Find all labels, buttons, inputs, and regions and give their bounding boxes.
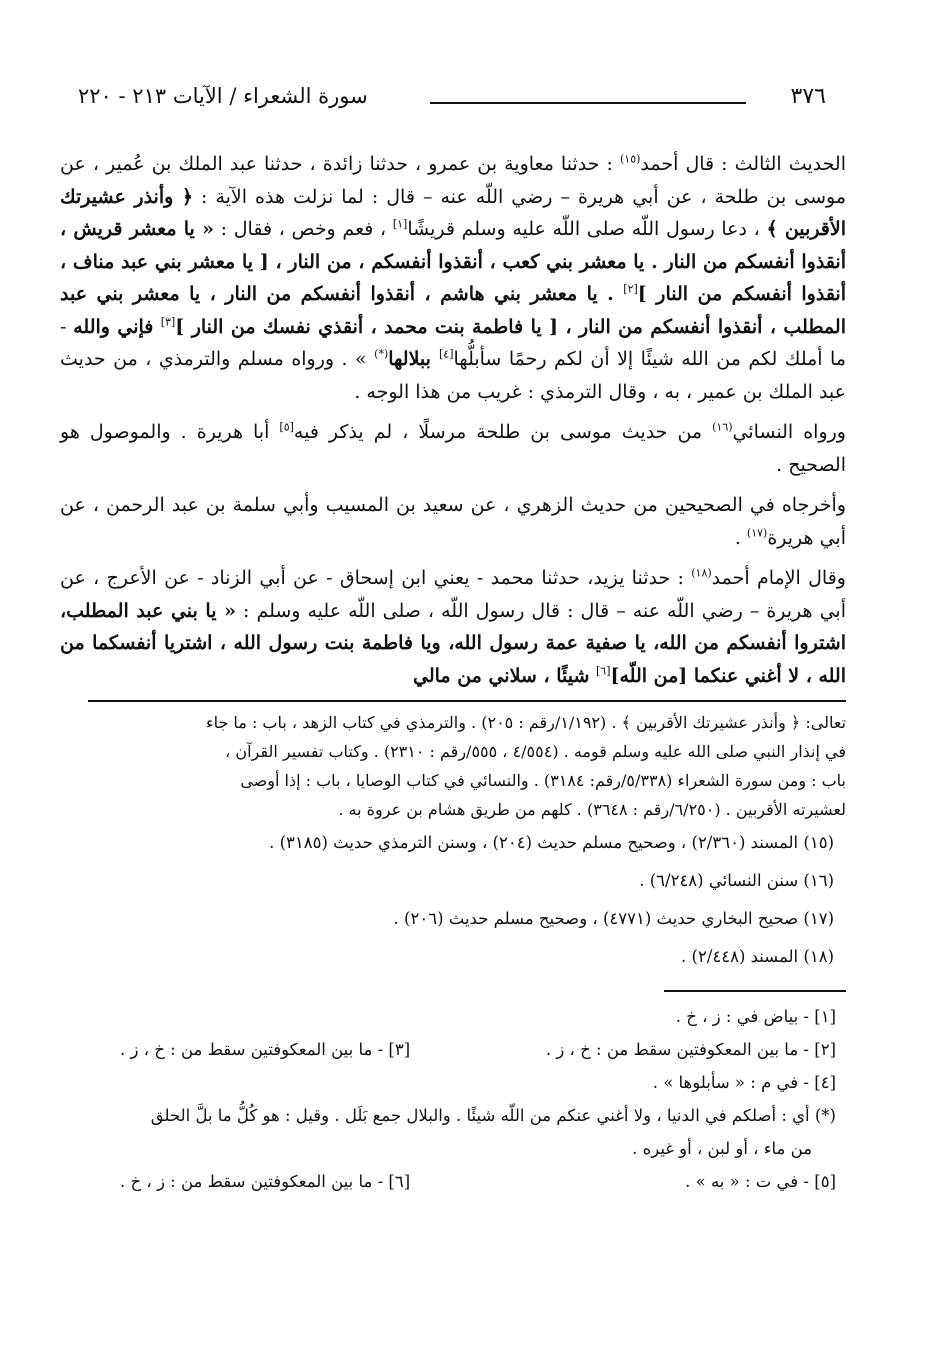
footnote-ref: (١٧) [746, 526, 768, 540]
variant-5: [٥] - في ت : « به » . [685, 1172, 836, 1191]
variant-ref: [٤] [439, 347, 454, 361]
hadith-quote: ببلالها [388, 348, 439, 370]
footnote-separator [88, 700, 846, 702]
quran-verse: ﴿ وأنذر عشيرتك الأقربين ﴾ [60, 185, 846, 240]
variant-1: [١] - بياض في : ز ، خ . [675, 1007, 836, 1026]
footnote-ref: (١٥) [619, 152, 641, 166]
paragraph-hadith-3: الحديث الثالث : قال أحمد$^{(١٥)}$ : حدثنا معاوية بن عمرو ، حدثنا زائدة ، حدثنا عبد الملك بن عُمير ، عن موسى بن طلحة ، عن أبي هريرة – رضي اللّه عنه – قال : لما نزلت هذه الآية : ﴿ وأنذر عشيرتك الأقربين ﴾ ، دعا رسول اللّه صلى اللّه عليه وسلم قريشًا[١] ، فعم وخص ، فقال : « يا معشر قريش ، أنقذوا أنفسكم من النار . يا معشر بني كعب ، أنقذوا أنفسكم ، من النار ، [ يا معشر بني عبد مناف ، أنقذوا أنفسكم من النار ][٢] . يا معشر بني هاشم ، أنقذوا أنفسكم من النار ، يا معشر بني عبد المطلب ، أنقذوا أنفسكم من النار ، [ يا فاطمة بنت محمد ، أنقذي نفسك من النار ][٣] فإني والله - ما أملك لكم من الله شيئًا إلا أن لكم رحمًا سأبلُّها[٤] ببلالها(*) » . ورواه مسلم والترمذي ، من حديث عبد الملك بن عمير ، به ، وقال الترمذي : غريب من هذا الوجه . [60, 152, 847, 403]
header-title: سورة الشعراء / الآيات ٢١٣ - ٢٢٠ [78, 84, 368, 108]
header-rule [430, 102, 746, 104]
variant-2: [٢] - ما بين المعكوفتين سقط من : خ ، ز . [545, 1040, 836, 1059]
paragraph-ahmad: وقال الإمام أحمد$^{(١٨)}$ : حدثنا يزيد، حدثنا محمد - يعني ابن إسحاق - عن أبي الزناد - عن الأعرج ، عن أبي هريرة – رضي اللّه عنه – قال : قال رسول اللّه ، صلى اللّه عليه وسلم : « يا بني عبد المطلب، اشتروا أنفسكم من الله، يا صفية عمة رسول الله، ويا فاطمة بنت رسول الله ، اشتريا أنفسكما من الله ، لا أغني عنكما [من اللّه][٦] شيئًا ، سلاني من مالي [60, 566, 846, 687]
variant-notes [60, 1000, 846, 1198]
hadith-quote: فإني والله [73, 315, 161, 338]
paragraph-nasai: ورواه النسائي$^{(١٦)}$ من حديث موسى بن طلحة مرسلًا ، لم يذكر فيه[٥] أبا هريرة . والموصول هو الصحيح . [60, 420, 846, 476]
variants-separator [664, 990, 846, 992]
running-header [60, 78, 846, 114]
variant-6: [٦] - ما بين المعكوفتين سقط من : ز ، خ . [120, 1172, 411, 1191]
variant-ref: [٥] [279, 420, 294, 434]
star-note: (*) أي : أصلكم في الدنيا ، ولا أغني عنكم من اللّه شيئًا . والبلال جمع بَلَل . وقيل : هو كُلُّ ما بلَّ الحلق [150, 1106, 836, 1125]
variant-ref: [١] [392, 217, 408, 231]
variant-ref: [٢] [623, 282, 638, 296]
main-text [60, 148, 846, 692]
hadith-quote: . يا معشر بني هاشم ، أنقذوا أنفسكم من النار ، يا معشر بني عبد المطلب ، أنقذوا أنفسكم من النار ، [ يا فاطمة بنت محمد ، أنقذي نفسك من النار ] [60, 283, 846, 338]
reference-footnotes [60, 824, 846, 976]
hadith-quote: شيئًا ، سلاني من مالي [412, 664, 596, 687]
note-ref: (*) [374, 347, 389, 361]
variant-row [60, 1165, 836, 1198]
footnote-17: (١٧) صحيح البخاري حديث (٤٧٧١) ، وصحيح مسلم حديث (٢٠٦) . [393, 909, 834, 928]
variant-row [60, 1033, 836, 1066]
variant-3: [٣] - ما بين المعكوفتين سقط من : خ ، ز . [120, 1040, 411, 1059]
footnote-ref: (١٨) [691, 566, 712, 580]
footnote-16: (١٦) سنن النسائي (٦/٢٤٨) . [639, 871, 834, 890]
variant-ref: [٣] [160, 315, 176, 329]
footnote-18: (١٨) المسند (٢/٤٤٨) . [681, 947, 834, 966]
paragraph-sahihain: وأخرجاه في الصحيحين من حديث الزهري ، عن سعيد بن المسيب وأبي سلمة بن عبد الرحمن ، عن أبي هريرة$^{(١٧)}$ . [60, 494, 846, 549]
hadith-quote: « يا بني عبد المطلب، اشتروا أنفسكم من الله، يا صفية عمة رسول الله، ويا فاطمة بنت رسول الله ، اشتريا أنفسكما من الله ، لا أغني عنكما [من اللّه] [60, 599, 846, 687]
footnote-15: (١٥) المسند (٢/٣٦٠) ، وصحيح مسلم حديث (٢٠٤) ، وسنن الترمذي حديث (٣١٨٥) . [269, 833, 834, 852]
continued-footnote: تعالى: ﴿ وأنذر عشيرتك الأقربين ﴾ . (١/١٩٢/رقم : ٢٠٥) . والترمذي في كتاب الزهد ، باب : ما جاء في إنذار النبي صلى الله عليه وسلم قومه . (٤/٥٥٤ ، ٥٥٥/رقم : ٢٣١٠) . وكتاب تفسير القرآن ، باب : ومن سورة الشعراء (٥/٣٣٨/رقم: ٣١٨٤) . والنسائي في كتاب الوصايا ، باب : إذا أوصى لعشيرته الأقربين . (٦/٢٥٠/رقم : ٣٦٤٨) . كلهم من طريق هشام بن عروة به . [206, 713, 846, 819]
page-number: ٣٧٦ [790, 84, 826, 109]
footnote-ref: (١٦) [712, 420, 733, 434]
variant-4: [٤] - في م : « سأبلوها » . [652, 1073, 836, 1092]
book-page [60, 78, 846, 1198]
variant-ref: [٦] [595, 664, 611, 678]
star-note-cont: من ماء ، أو لبن ، أو غيره . [632, 1139, 812, 1158]
hadith-quote: « يا معشر قريش ، أنقذوا أنفسكم من النار . يا معشر بني كعب ، أنقذوا أنفسكم ، من النار ، [ يا معشر بني عبد مناف ، أنقذوا أنفسكم من النار ] [60, 218, 847, 305]
